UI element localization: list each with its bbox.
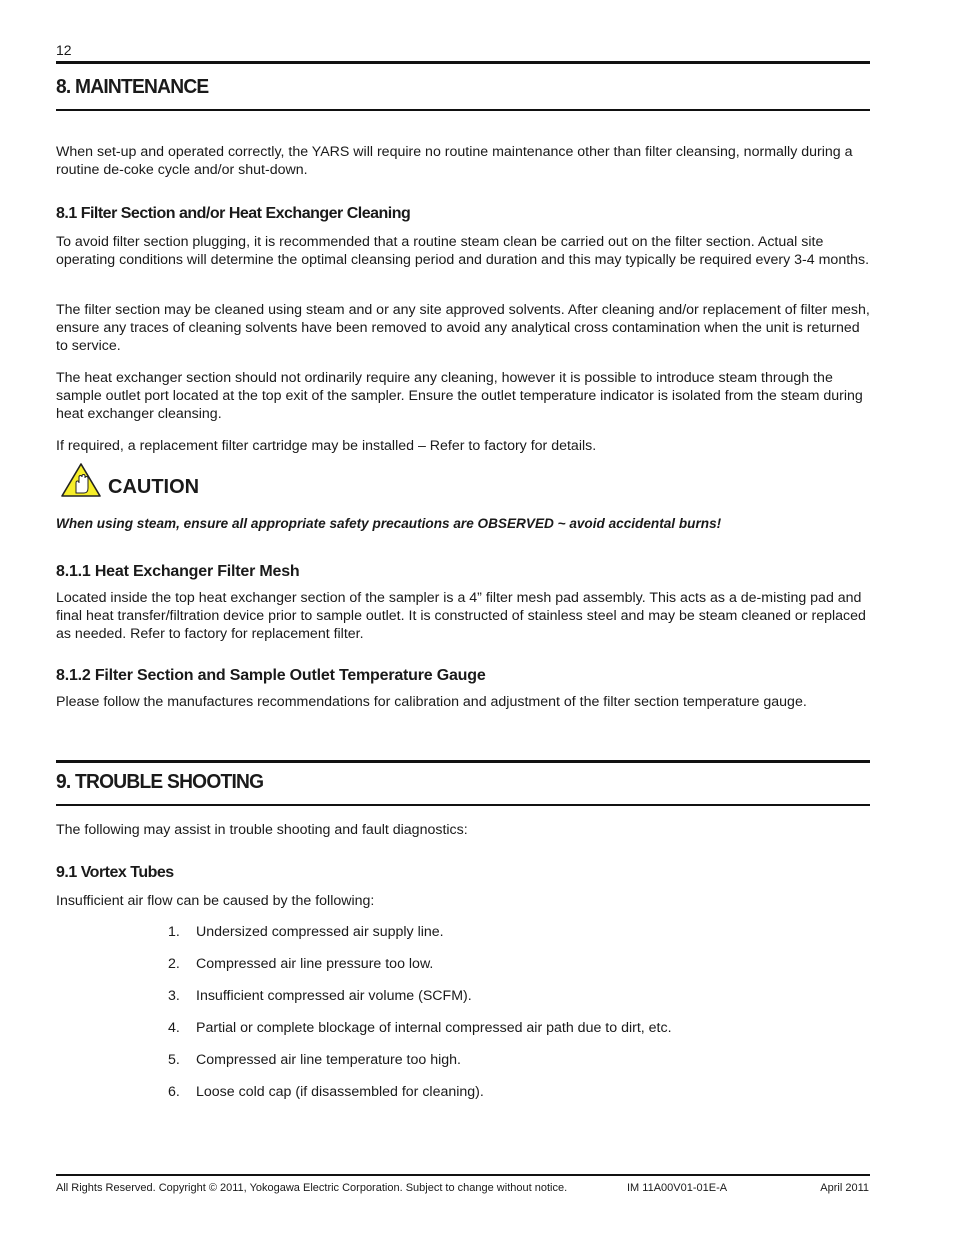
section-8-1-1-title: 8.1.1 Heat Exchanger Filter Mesh <box>56 563 300 580</box>
section-9-title: 9. TROUBLE SHOOTING <box>56 771 264 793</box>
troubleshooting-intro: The following may assist in trouble shooting and fault diagnostics: <box>56 822 468 838</box>
section-8-1-2-text: Please follow the manufactures recommendations for calibration and adjustment of the filter section temperature gauge. <box>56 694 807 710</box>
section-9-1-lead: Insufficient air flow can be caused by the following: <box>56 893 375 909</box>
footer-copyright: All Rights Reserved. Copyright © 2011, Yokogawa Electric Corporation. Subject to change without notice. <box>56 1182 568 1194</box>
list-item: 4. Partial or complete blockage of internal compressed air path due to dirt, etc. <box>168 1020 672 1036</box>
section-9-1-title: 9.1 Vortex Tubes <box>56 864 174 881</box>
caution-text: When using steam, ensure all appropriate safety precautions are OBSERVED ~ avoid accidental burns! <box>56 516 722 531</box>
list-item: 5. Compressed air line temperature too high. <box>168 1052 461 1068</box>
section-8-1-paragraph-4: If required, a replacement filter cartridge may be installed – Refer to factory for details. <box>56 438 597 454</box>
section-8-1-title: 8.1 Filter Section and/or Heat Exchanger Cleaning <box>56 205 411 222</box>
list-item: 6. Loose cold cap (if disassembled for cleaning). <box>168 1084 484 1100</box>
section-8-title: 8. MAINTENANCE <box>56 76 209 98</box>
footer-date: April 2011 <box>820 1182 869 1194</box>
section-8-1-paragraph-1: To avoid filter section plugging, it is recommended that a routine steam clean be carried out on the filter section. Actual site operating conditions will determine the optimal cleansing period and duration and this may typically be required every 3-4 months. <box>56 234 870 268</box>
section-8-1-1-text: Located inside the top heat exchanger section of the sampler is a 4” filter mesh pad assembly. This acts as a de-misting pad and final heat transfer/filtration device prior to sample outlet. It is constructed of stainless steel and may be steam cleaned or replaced as needed. Refer to factory for replacement filter. <box>56 590 866 642</box>
section-8-1-paragraph-3: The heat exchanger section should not ordinarily require any cleaning, however it is possible to introduce steam through the sample outlet port located at the top exit of the sampler. Ensure the outlet temperature indicator is isolated from the steam during heat exchanger cleansing. <box>56 370 863 422</box>
page-number: 12 <box>56 42 72 58</box>
list-item: 3. Insufficient compressed air volume (SCFM). <box>168 988 472 1004</box>
section-9-top-rule <box>56 760 870 763</box>
caution-hand-icon <box>60 462 102 498</box>
footer-rule <box>56 1174 870 1176</box>
footer-doc-id: IM 11A00V01-01E-A <box>627 1182 728 1194</box>
list-item: 2. Compressed air line pressure too low. <box>168 956 434 972</box>
caution-title: CAUTION <box>108 476 200 498</box>
section-8-bottom-rule <box>56 109 870 111</box>
section-8-1-2-title: 8.1.2 Filter Section and Sample Outlet Temperature Gauge <box>56 667 486 684</box>
section-8-1-paragraph-2: The filter section may be cleaned using steam and or any site approved solvents. After cleaning and/or replacement of filter mesh, ensure any traces of cleaning solvents have been removed to avoid any analytical cross contamination when the unit is returned to service. <box>56 302 870 354</box>
maintenance-intro: When set-up and operated correctly, the YARS will require no routine maintenance other than filter cleansing, normally during a routine de-coke cycle and/or shut-down. <box>56 144 853 178</box>
section-8-top-rule <box>56 61 870 64</box>
section-9-bottom-rule <box>56 804 870 806</box>
list-item: 1. Undersized compressed air supply line. <box>168 924 444 940</box>
